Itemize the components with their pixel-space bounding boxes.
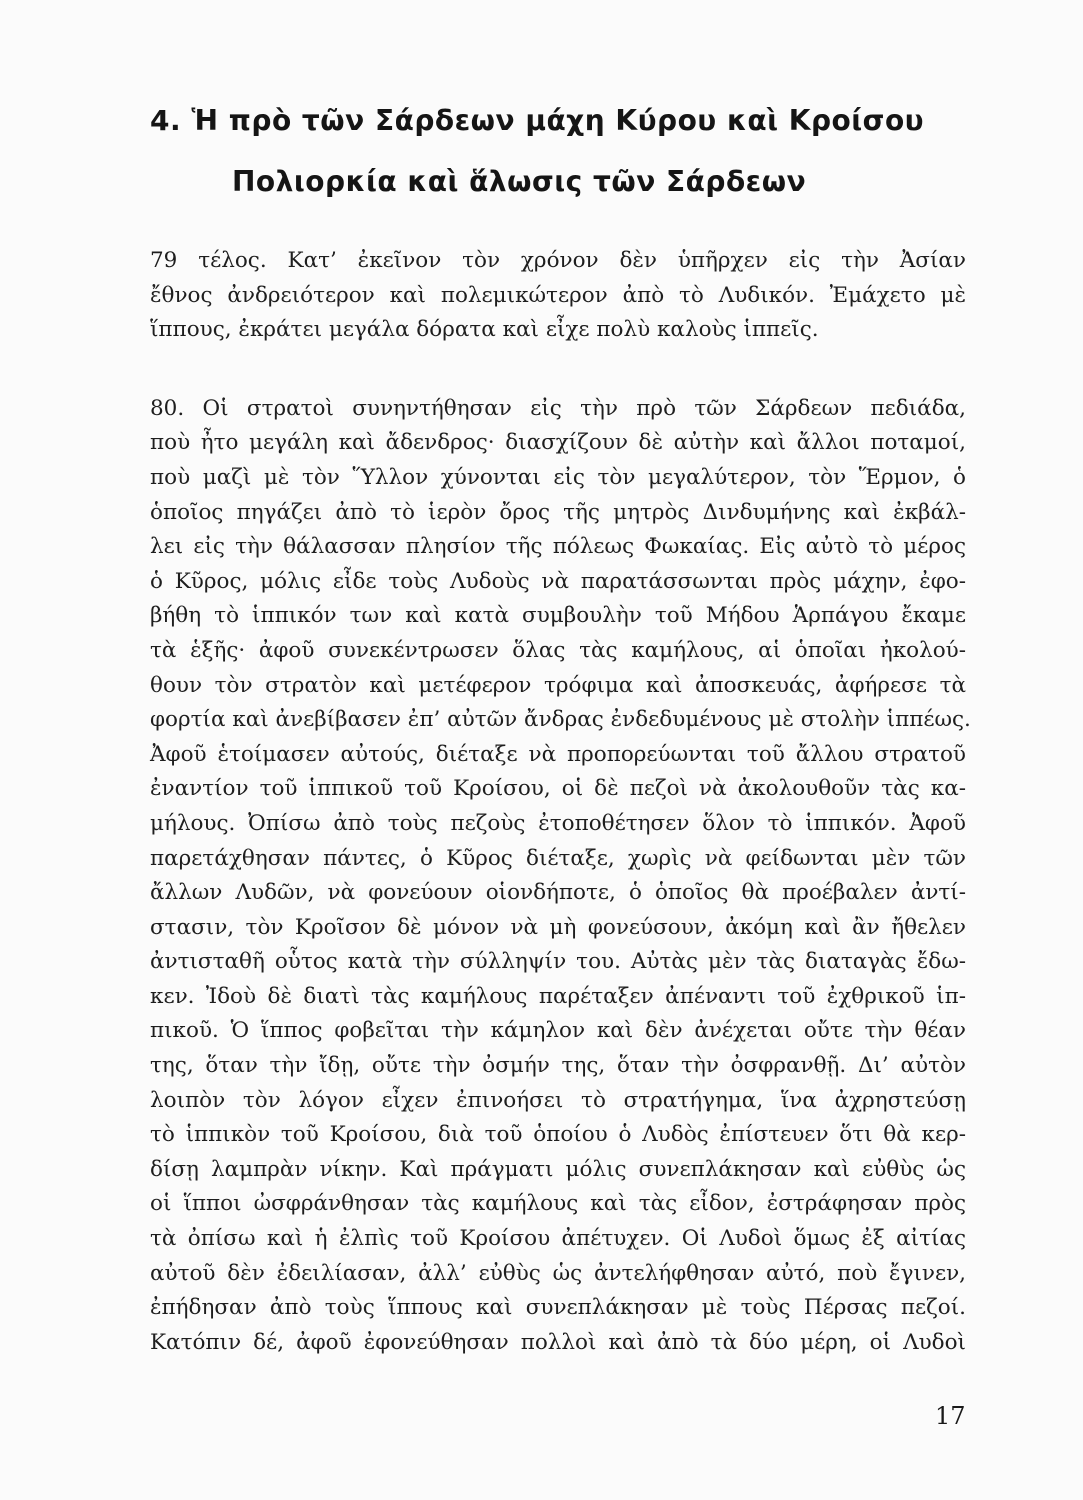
- text-line: δίσῃ λαμπρὰν νίκην. Καὶ πράγματι μόλις συνεπλάκησαν καὶ εὐθὺς ὡς: [150, 1156, 966, 1182]
- text-line: ἔθνος ἀνδρειότερον καὶ πολεμικώτερον ἀπὸ τὸ Λυδικόν. Ἐμάχετο μὲ: [150, 282, 966, 308]
- text-line: ὁ Κῦρος, μόλις εἶδε τοὺς Λυδοὺς νὰ παρατάσσωνται πρὸς μάχην, ἐφο-: [150, 568, 966, 594]
- body-text: [150, 244, 971, 1360]
- text-line: 80. Οἱ στρατοὶ συνηντήθησαν εἰς τὴν πρὸ τῶν Σάρδεων πεδιάδα,: [150, 395, 966, 421]
- text-line: ποὺ ἦτο μεγάλη καὶ ἄδενδρος· διασχίζουν δὲ αὐτὴν καὶ ἄλλοι ποταμοί,: [150, 430, 966, 456]
- paragraph-79: [150, 244, 966, 348]
- text-line: οἱ ἵπποι ὠσφράνθησαν τὰς καμήλους καὶ τὰς εἶδον, ἐστράφησαν πρὸς: [150, 1191, 966, 1217]
- text-line: ἐναντίον τοῦ ἱππικοῦ τοῦ Κροίσου, οἱ δὲ πεζοὶ νὰ ἀκολουθοῦν τὰς κα-: [150, 776, 966, 802]
- text-line: στασιν, τὸν Κροῖσον δὲ μόνον νὰ μὴ φονεύσουν, ἀκόμη καὶ ἂν ἤθελεν: [150, 914, 966, 940]
- text-line: Ἀφοῦ ἑτοίμασεν αὐτούς, διέταξε νὰ προπορεύωνται τοῦ ἄλλου στρατοῦ: [150, 741, 966, 767]
- text-line: της, ὅταν τὴν ἴδῃ, οὔτε τὴν ὀσμήν της, ὅταν τὴν ὀσφρανθῇ. Δι’ αὐτὸν: [150, 1053, 966, 1079]
- page-number: 17: [935, 1402, 966, 1430]
- text-line: τὰ ἑξῆς· ἀφοῦ συνεκέντρωσεν ὅλας τὰς καμήλους, αἱ ὁποῖαι ἠκολού-: [150, 637, 966, 663]
- section-title: 4. Ἡ πρὸ τῶν Σάρδεων μάχη Κύρου καὶ Κροίσου: [150, 104, 925, 137]
- text-line: παρετάχθησαν πάντες, ὁ Κῦρος διέταξε, χωρὶς νὰ φείδωνται μὲν τῶν: [150, 845, 966, 871]
- text-line: λει εἰς τὴν θάλασσαν πλησίον τῆς πόλεως Φωκαίας. Εἰς αὐτὸ τὸ μέρος: [150, 534, 966, 560]
- text-line: πικοῦ. Ὁ ἵππος φοβεῖται τὴν κάμηλον καὶ δὲν ἀνέχεται οὔτε τὴν θέαν: [150, 1018, 966, 1044]
- text-line: φορτία καὶ ἀνεβίβασεν ἐπ’ αὐτῶν ἄνδρας ἐνδεδυμένους μὲ στολὴν ἱππέως.: [150, 707, 971, 733]
- text-line: ὁποῖος πηγάζει ἀπὸ τὸ ἱερὸν ὄρος τῆς μητρὸς Δινδυμήνης καὶ ἐκβάλ-: [150, 499, 966, 525]
- text-line: ἐπήδησαν ἀπὸ τοὺς ἵππους καὶ συνεπλάκησαν μὲ τοὺς Πέρσας πεζοί.: [150, 1295, 966, 1321]
- text-line: μήλους. Ὀπίσω ἀπὸ τοὺς πεζοὺς ἐτοποθέτησεν ὅλον τὸ ἱππικόν. Ἀφοῦ: [150, 810, 966, 836]
- text-line: αὐτοῦ δὲν ἐδειλίασαν, ἀλλ’ εὐθὺς ὡς ἀντελήφθησαν αὐτό, ποὺ ἔγινεν,: [150, 1260, 966, 1286]
- text-line: Κατόπιν δέ, ἀφοῦ ἐφονεύθησαν πολλοὶ καὶ ἀπὸ τὰ δύο μέρη, οἱ Λυδοὶ: [150, 1329, 966, 1355]
- text-line: ἀντισταθῆ οὗτος κατὰ τὴν σύλληψίν του. Αὐτὰς μὲν τὰς διαταγὰς ἔδω-: [150, 949, 966, 975]
- text-line: ποὺ μαζὶ μὲ τὸν Ὕλλον χύνονται εἰς τὸν μεγαλύτερον, τὸν Ἕρμον, ὁ: [150, 464, 966, 490]
- text-line: ἄλλων Λυδῶν, νὰ φονεύουν οἱονδήποτε, ὁ ὁποῖος θὰ προέβαλεν ἀντί-: [150, 880, 966, 906]
- text-line: θουν τὸν στρατὸν καὶ μετέφερον τρόφιμα καὶ ἀποσκευάς, ἀφήρεσε τὰ: [150, 672, 966, 698]
- text-line: τὸ ἱππικὸν τοῦ Κροίσου, διὰ τοῦ ὁποίου ὁ Λυδὸς ἐπίστευεν ὅτι θὰ κερ-: [150, 1122, 966, 1148]
- section-subtitle: Πολιορκία καὶ ἅλωσις τῶν Σάρδεων: [232, 165, 807, 198]
- text-line: ἵππους, ἐκράτει μεγάλα δόρατα καὶ εἶχε πολὺ καλοὺς ἱππεῖς.: [150, 317, 819, 343]
- paragraph-80: [150, 392, 971, 1361]
- text-line: τὰ ὀπίσω καὶ ἡ ἐλπὶς τοῦ Κροίσου ἀπέτυχεν. Οἱ Λυδοὶ ὅμως ἐξ αἰτίας: [150, 1226, 966, 1252]
- text-line: βήθη τὸ ἱππικόν των καὶ κατὰ συμβουλὴν τοῦ Μήδου Ἁρπάγου ἔκαμε: [150, 603, 966, 629]
- text-line: 79 τέλος. Κατ’ ἐκεῖνον τὸν χρόνον δὲν ὑπῆρχεν εἰς τὴν Ἀσίαν: [150, 248, 966, 273]
- text-line: κεν. Ἰδοὺ δὲ διατὶ τὰς καμήλους παρέταξεν ἀπέναντι τοῦ ἐχθρικοῦ ἱπ-: [150, 983, 966, 1009]
- text-line: λοιπὸν τὸν λόγον εἶχεν ἐπινοήσει τὸ στρατήγημα, ἵνα ἀχρηστεύσῃ: [150, 1087, 966, 1113]
